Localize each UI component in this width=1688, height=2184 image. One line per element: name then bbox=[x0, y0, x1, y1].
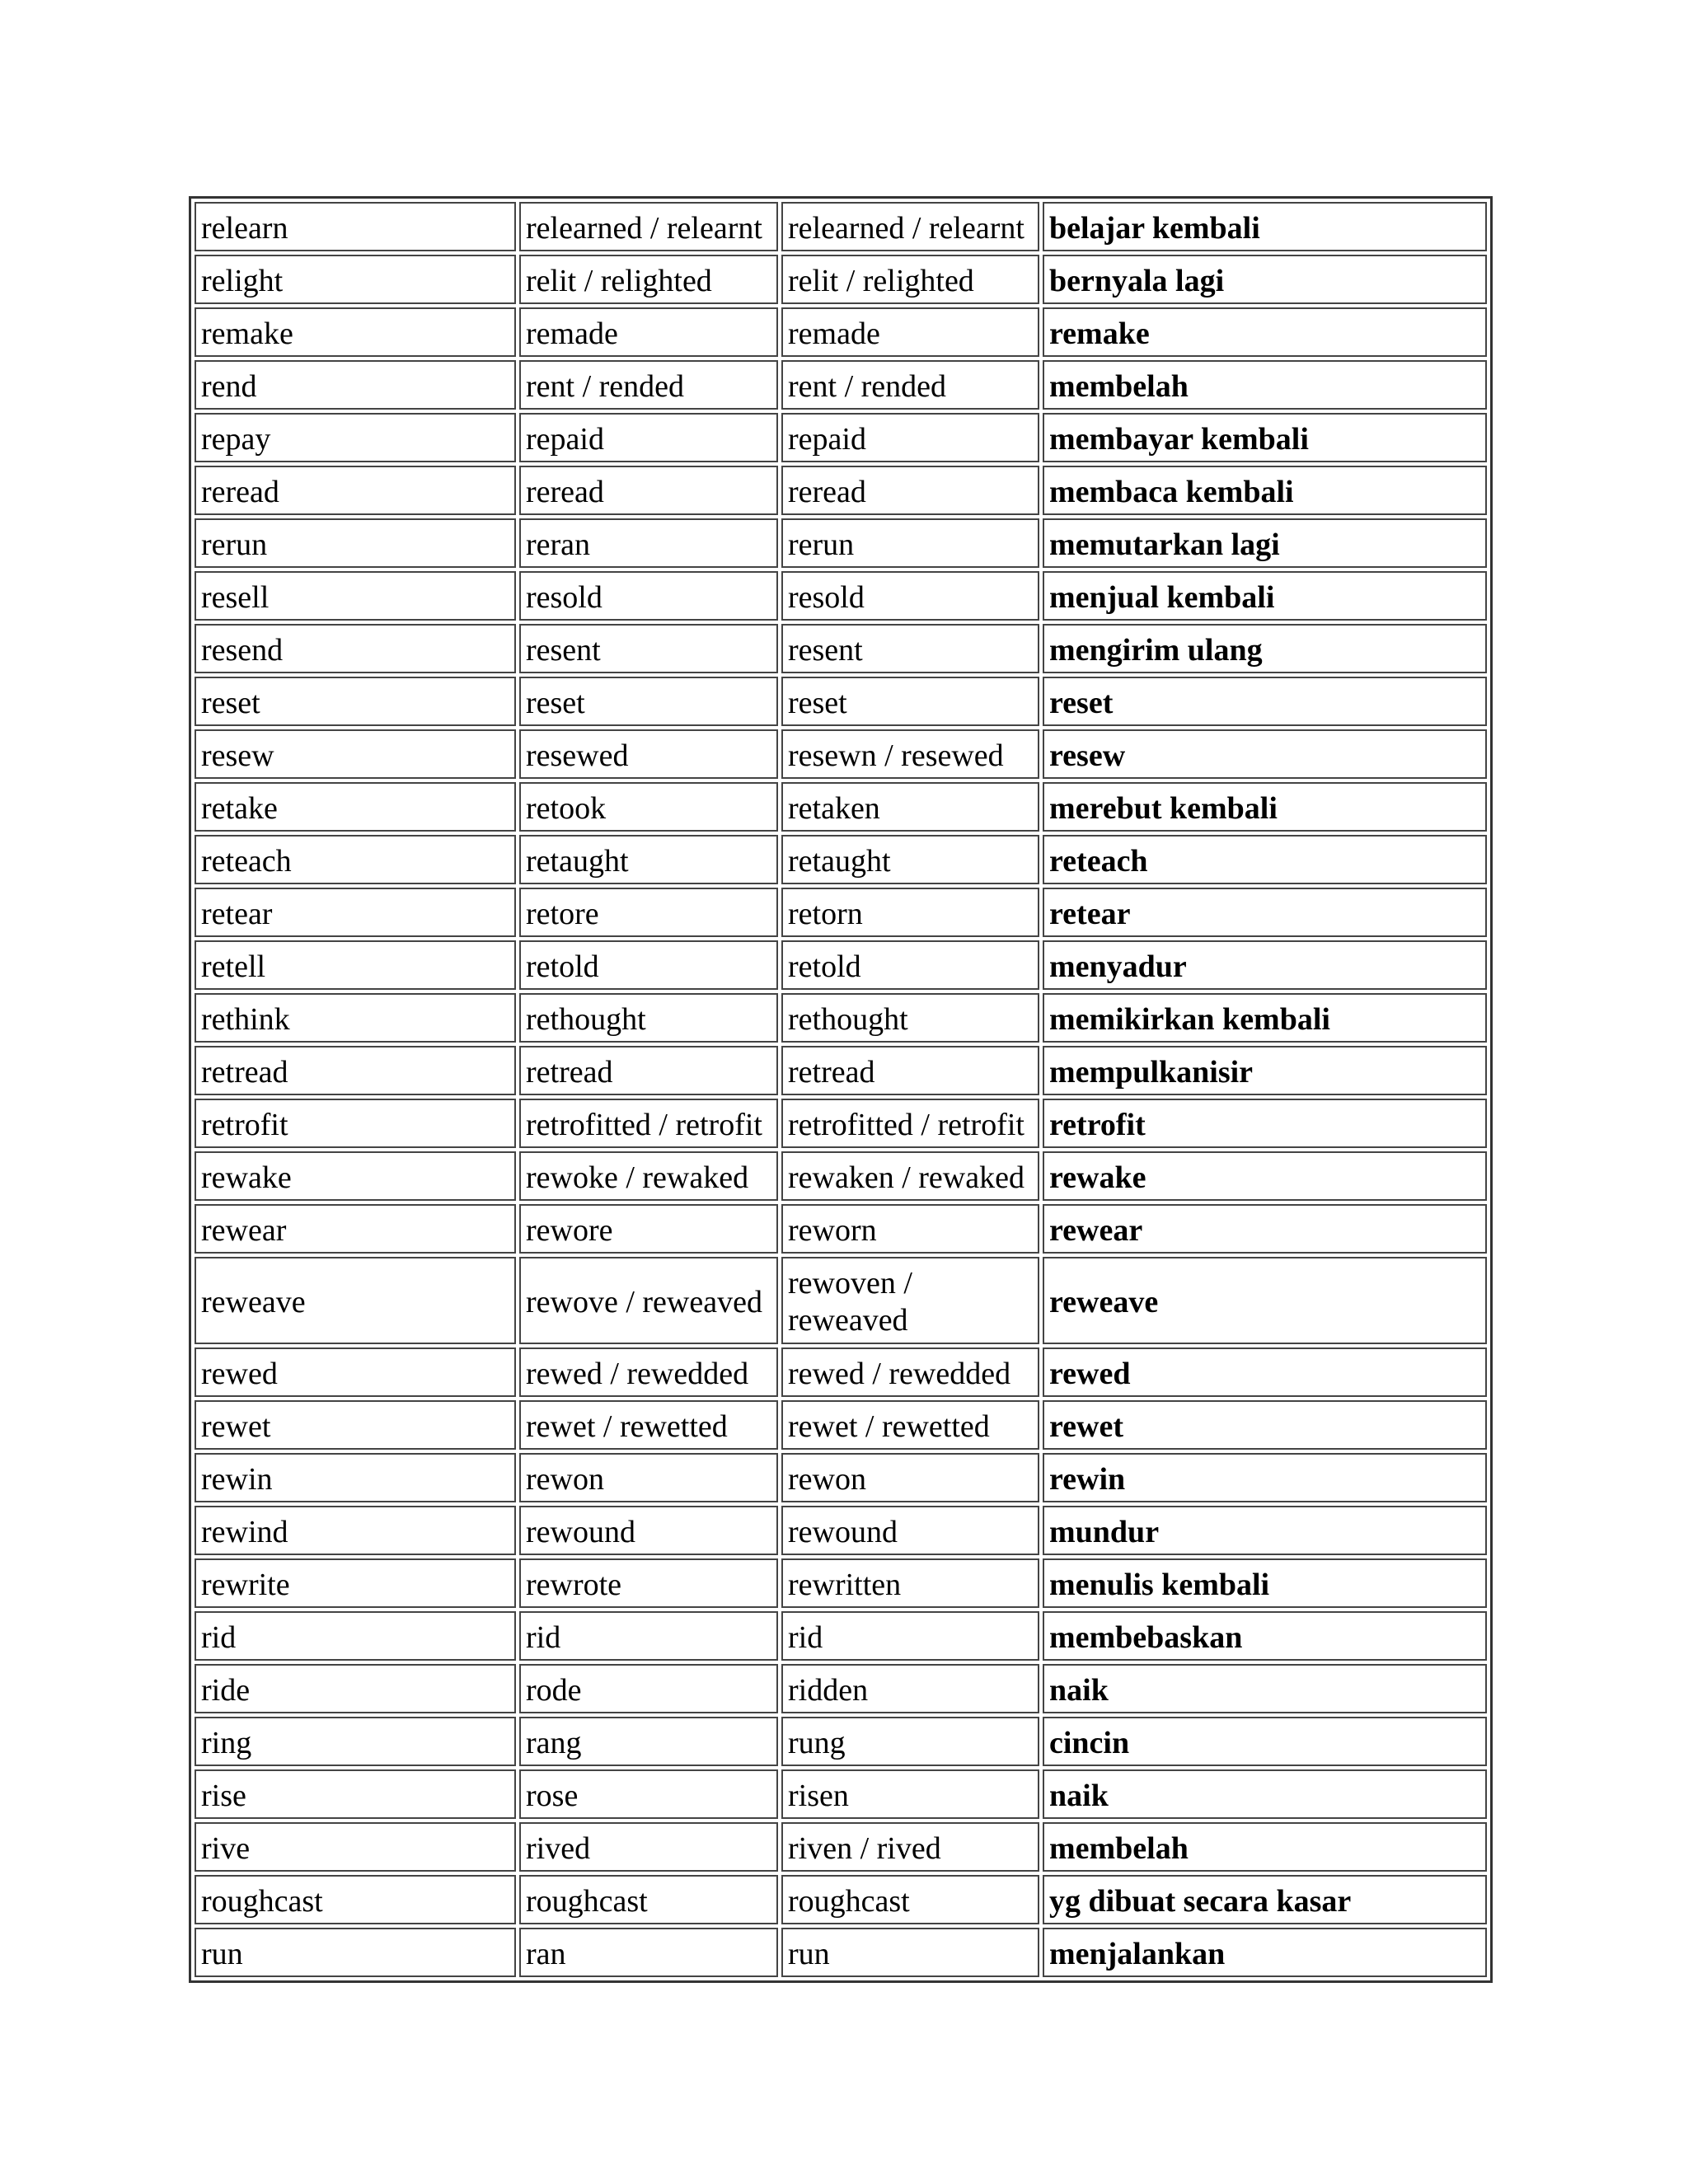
meaning-cell: cincin bbox=[1043, 1717, 1487, 1766]
meaning-cell: rewin bbox=[1043, 1453, 1487, 1502]
past-tense-cell: rewet / rewetted bbox=[519, 1400, 778, 1450]
irregular-verbs-table bbox=[189, 196, 1493, 1983]
table-row bbox=[195, 413, 1487, 462]
base-form-cell: rewed bbox=[195, 1347, 516, 1397]
past-participle-cell: resold bbox=[781, 571, 1039, 621]
table-row bbox=[195, 1822, 1487, 1872]
table-row bbox=[195, 1453, 1487, 1502]
meaning-cell: membebaskan bbox=[1043, 1611, 1487, 1661]
past-tense-cell: resold bbox=[519, 571, 778, 621]
past-tense-cell: rode bbox=[519, 1664, 778, 1713]
past-participle-cell: rewet / rewetted bbox=[781, 1400, 1039, 1450]
meaning-cell: membayar kembali bbox=[1043, 413, 1487, 462]
table-row bbox=[195, 202, 1487, 251]
meaning-cell: membelah bbox=[1043, 360, 1487, 410]
table-row bbox=[195, 729, 1487, 779]
meaning-cell: bernyala lagi bbox=[1043, 255, 1487, 304]
table-row bbox=[195, 835, 1487, 884]
table-row bbox=[195, 307, 1487, 357]
past-tense-cell: rewore bbox=[519, 1204, 778, 1254]
table-row bbox=[195, 1928, 1487, 1977]
base-form-cell: rewin bbox=[195, 1453, 516, 1502]
past-tense-cell: rewound bbox=[519, 1506, 778, 1555]
base-form-cell: ride bbox=[195, 1664, 516, 1713]
base-form-cell: rerun bbox=[195, 518, 516, 568]
table-row bbox=[195, 1099, 1487, 1148]
base-form-cell: rid bbox=[195, 1611, 516, 1661]
past-tense-cell: reread bbox=[519, 466, 778, 515]
table-row bbox=[195, 571, 1487, 621]
past-participle-cell: ridden bbox=[781, 1664, 1039, 1713]
base-form-cell: rewrite bbox=[195, 1558, 516, 1608]
table-row bbox=[195, 1204, 1487, 1254]
base-form-cell: rewake bbox=[195, 1151, 516, 1201]
base-form-cell: reread bbox=[195, 466, 516, 515]
past-tense-cell: rethought bbox=[519, 993, 778, 1043]
past-participle-cell: run bbox=[781, 1928, 1039, 1977]
past-tense-cell: rid bbox=[519, 1611, 778, 1661]
meaning-cell: belajar kembali bbox=[1043, 202, 1487, 251]
meaning-cell: resew bbox=[1043, 729, 1487, 779]
base-form-cell: ring bbox=[195, 1717, 516, 1766]
past-tense-cell: resewed bbox=[519, 729, 778, 779]
past-tense-cell: retore bbox=[519, 888, 778, 937]
table-row bbox=[195, 1769, 1487, 1819]
meaning-cell: memutarkan lagi bbox=[1043, 518, 1487, 568]
table-row bbox=[195, 255, 1487, 304]
base-form-cell: reweave bbox=[195, 1257, 516, 1344]
base-form-cell: retake bbox=[195, 782, 516, 832]
base-form-cell: run bbox=[195, 1928, 516, 1977]
meaning-cell: naik bbox=[1043, 1769, 1487, 1819]
past-participle-cell: reworn bbox=[781, 1204, 1039, 1254]
meaning-cell: retear bbox=[1043, 888, 1487, 937]
past-tense-cell: retread bbox=[519, 1046, 778, 1095]
table-row bbox=[195, 1400, 1487, 1450]
meaning-cell: reweave bbox=[1043, 1257, 1487, 1344]
past-participle-cell: roughcast bbox=[781, 1875, 1039, 1924]
past-participle-cell: rerun bbox=[781, 518, 1039, 568]
table-row bbox=[195, 466, 1487, 515]
table-row bbox=[195, 993, 1487, 1043]
base-form-cell: resell bbox=[195, 571, 516, 621]
past-tense-cell: rent / rended bbox=[519, 360, 778, 410]
base-form-cell: retell bbox=[195, 940, 516, 990]
table-row bbox=[195, 518, 1487, 568]
table-row bbox=[195, 940, 1487, 990]
meaning-cell: reset bbox=[1043, 677, 1487, 726]
past-tense-cell: roughcast bbox=[519, 1875, 778, 1924]
meaning-cell: rewear bbox=[1043, 1204, 1487, 1254]
table-row bbox=[195, 1875, 1487, 1924]
meaning-cell: rewake bbox=[1043, 1151, 1487, 1201]
meaning-cell: rewed bbox=[1043, 1347, 1487, 1397]
past-participle-cell: resent bbox=[781, 624, 1039, 673]
base-form-cell: resew bbox=[195, 729, 516, 779]
past-participle-cell: rewaken / rewaked bbox=[781, 1151, 1039, 1201]
past-participle-cell: rid bbox=[781, 1611, 1039, 1661]
meaning-cell: menyadur bbox=[1043, 940, 1487, 990]
base-form-cell: remake bbox=[195, 307, 516, 357]
past-participle-cell: rent / rended bbox=[781, 360, 1039, 410]
meaning-cell: naik bbox=[1043, 1664, 1487, 1713]
past-participle-cell: rewound bbox=[781, 1506, 1039, 1555]
table-row bbox=[195, 360, 1487, 410]
past-participle-cell: reread bbox=[781, 466, 1039, 515]
past-tense-cell: relit / relighted bbox=[519, 255, 778, 304]
table-row bbox=[195, 782, 1487, 832]
past-participle-cell: repaid bbox=[781, 413, 1039, 462]
past-participle-cell: rethought bbox=[781, 993, 1039, 1043]
base-form-cell: reteach bbox=[195, 835, 516, 884]
table-row bbox=[195, 888, 1487, 937]
meaning-cell: mundur bbox=[1043, 1506, 1487, 1555]
past-tense-cell: retook bbox=[519, 782, 778, 832]
table-row bbox=[195, 1717, 1487, 1766]
base-form-cell: retear bbox=[195, 888, 516, 937]
meaning-cell: menjual kembali bbox=[1043, 571, 1487, 621]
table-body bbox=[195, 202, 1487, 1977]
past-tense-cell: rewed / rewedded bbox=[519, 1347, 778, 1397]
table-row bbox=[195, 1611, 1487, 1661]
meaning-cell: yg dibuat secara kasar bbox=[1043, 1875, 1487, 1924]
past-participle-cell: retold bbox=[781, 940, 1039, 990]
base-form-cell: rewind bbox=[195, 1506, 516, 1555]
past-tense-cell: retaught bbox=[519, 835, 778, 884]
past-participle-cell: rewritten bbox=[781, 1558, 1039, 1608]
table-row bbox=[195, 1347, 1487, 1397]
base-form-cell: rise bbox=[195, 1769, 516, 1819]
base-form-cell: reset bbox=[195, 677, 516, 726]
past-tense-cell: resent bbox=[519, 624, 778, 673]
meaning-cell: reteach bbox=[1043, 835, 1487, 884]
past-participle-cell: rewon bbox=[781, 1453, 1039, 1502]
past-tense-cell: reset bbox=[519, 677, 778, 726]
past-tense-cell: repaid bbox=[519, 413, 778, 462]
meaning-cell: membaca kembali bbox=[1043, 466, 1487, 515]
base-form-cell: rewear bbox=[195, 1204, 516, 1254]
past-tense-cell: rose bbox=[519, 1769, 778, 1819]
past-participle-cell: reset bbox=[781, 677, 1039, 726]
past-participle-cell: remade bbox=[781, 307, 1039, 357]
past-participle-cell: retaken bbox=[781, 782, 1039, 832]
past-tense-cell: retrofitted / retrofit bbox=[519, 1099, 778, 1148]
table-row bbox=[195, 1046, 1487, 1095]
past-tense-cell: rewon bbox=[519, 1453, 778, 1502]
meaning-cell: rewet bbox=[1043, 1400, 1487, 1450]
past-participle-cell: rung bbox=[781, 1717, 1039, 1766]
past-participle-cell: resewn / resewed bbox=[781, 729, 1039, 779]
base-form-cell: rethink bbox=[195, 993, 516, 1043]
table-row bbox=[195, 624, 1487, 673]
past-tense-cell: relearned / relearnt bbox=[519, 202, 778, 251]
past-tense-cell: rewove / reweaved bbox=[519, 1257, 778, 1344]
meaning-cell: mempulkanisir bbox=[1043, 1046, 1487, 1095]
meaning-cell: menjalankan bbox=[1043, 1928, 1487, 1977]
past-participle-cell: retorn bbox=[781, 888, 1039, 937]
base-form-cell: resend bbox=[195, 624, 516, 673]
past-tense-cell: rewoke / rewaked bbox=[519, 1151, 778, 1201]
past-tense-cell: remade bbox=[519, 307, 778, 357]
meaning-cell: memikirkan kembali bbox=[1043, 993, 1487, 1043]
table-row bbox=[195, 1664, 1487, 1713]
base-form-cell: relearn bbox=[195, 202, 516, 251]
base-form-cell: rewet bbox=[195, 1400, 516, 1450]
base-form-cell: rend bbox=[195, 360, 516, 410]
base-form-cell: roughcast bbox=[195, 1875, 516, 1924]
table-row bbox=[195, 1257, 1487, 1344]
past-participle-cell: relearned / relearnt bbox=[781, 202, 1039, 251]
meaning-cell: membelah bbox=[1043, 1822, 1487, 1872]
past-participle-cell: retrofitted / retrofit bbox=[781, 1099, 1039, 1148]
past-participle-cell: retread bbox=[781, 1046, 1039, 1095]
meaning-cell: menulis kembali bbox=[1043, 1558, 1487, 1608]
past-participle-cell: retaught bbox=[781, 835, 1039, 884]
base-form-cell: retrofit bbox=[195, 1099, 516, 1148]
base-form-cell: rive bbox=[195, 1822, 516, 1872]
past-tense-cell: rang bbox=[519, 1717, 778, 1766]
table-row bbox=[195, 1151, 1487, 1201]
past-participle-cell: relit / relighted bbox=[781, 255, 1039, 304]
meaning-cell: merebut kembali bbox=[1043, 782, 1487, 832]
past-participle-cell: rewed / rewedded bbox=[781, 1347, 1039, 1397]
table-row bbox=[195, 677, 1487, 726]
meaning-cell: remake bbox=[1043, 307, 1487, 357]
past-tense-cell: reran bbox=[519, 518, 778, 568]
past-tense-cell: ran bbox=[519, 1928, 778, 1977]
meaning-cell: mengirim ulang bbox=[1043, 624, 1487, 673]
past-participle-cell: rewoven / reweaved bbox=[781, 1257, 1039, 1344]
base-form-cell: relight bbox=[195, 255, 516, 304]
past-participle-cell: risen bbox=[781, 1769, 1039, 1819]
past-tense-cell: rived bbox=[519, 1822, 778, 1872]
table-row bbox=[195, 1506, 1487, 1555]
table-row bbox=[195, 1558, 1487, 1608]
meaning-cell: retrofit bbox=[1043, 1099, 1487, 1148]
past-participle-cell: riven / rived bbox=[781, 1822, 1039, 1872]
base-form-cell: retread bbox=[195, 1046, 516, 1095]
past-tense-cell: retold bbox=[519, 940, 778, 990]
base-form-cell: repay bbox=[195, 413, 516, 462]
past-tense-cell: rewrote bbox=[519, 1558, 778, 1608]
